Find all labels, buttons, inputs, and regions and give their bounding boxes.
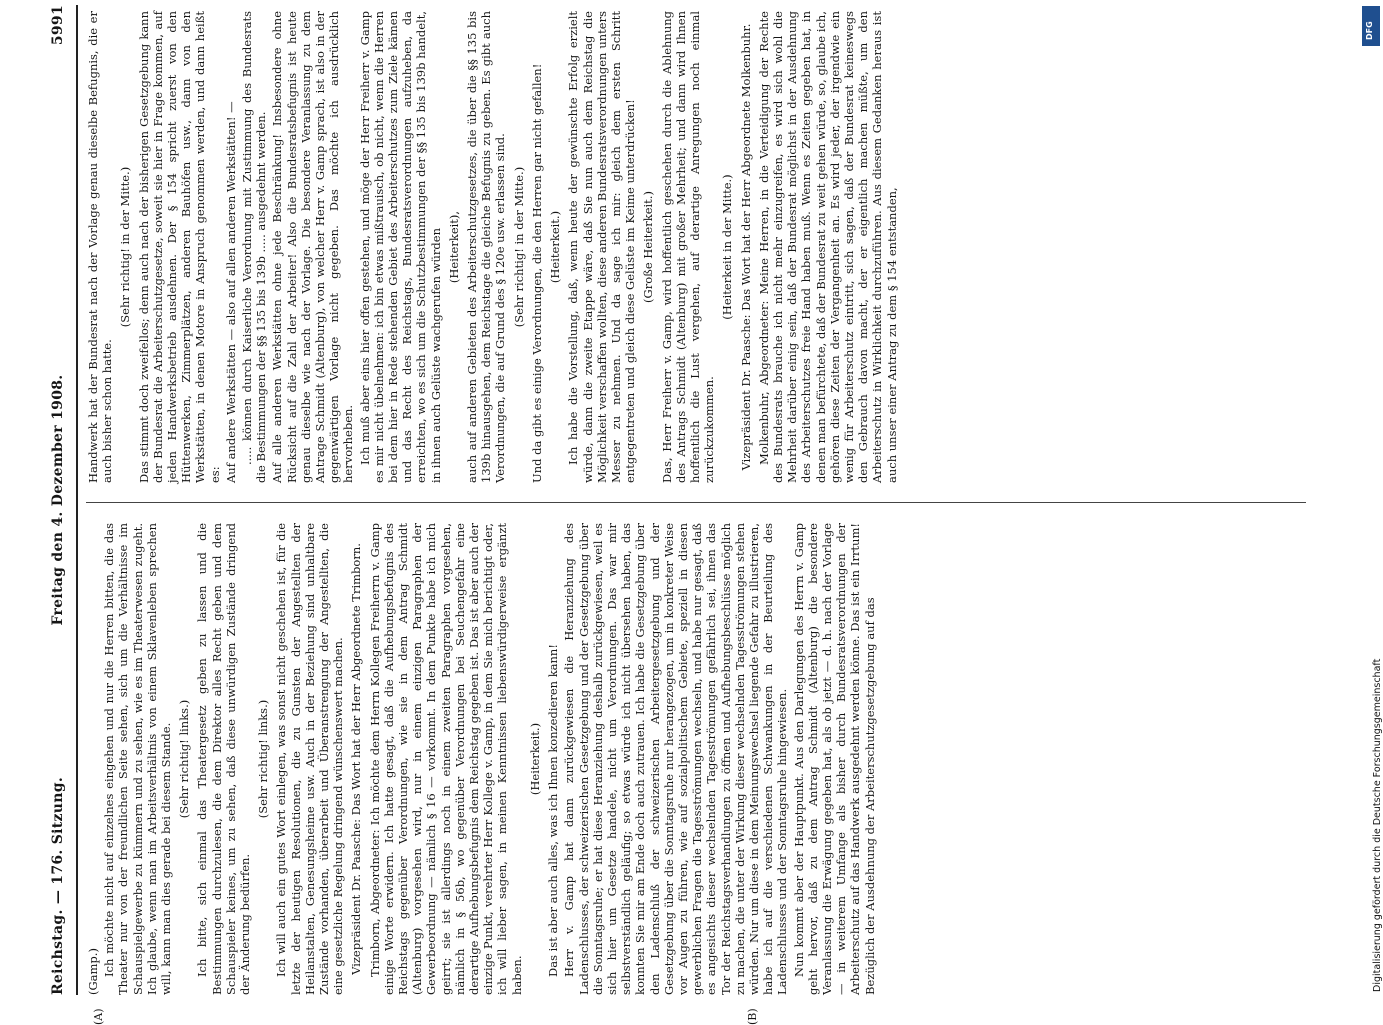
right-column-paragraph: Und da gibt es einige Verordnungen, die den Herren gar nicht gefallen! [529, 63, 544, 483]
right-column-paragraph: Vizepräsident Dr. Paasche: Das Wort hat der Herr Abgeordnete Molkenbuhr. [738, 23, 753, 471]
right-column [86, 11, 901, 483]
dfg-logo [1362, 6, 1380, 46]
right-column-paragraph: auch auf anderen Gebieten des Arbeiterschutzgesetzes, die über die §§ 135 bis 139b hinausgehen, dem Reichstage die gleiche Befugnis zu geben. Es gibt auch Verordnungen, die auf Grund des § 120e usw. erlassen sind. [465, 11, 508, 483]
right-column-paragraph: Auf alle anderen Werkstätten ohne jede Beschränkung! Insbesondere ohne Rücksicht auf die Zahl der Arbeiter! Also die Bundesratsbefugnis ist heute genau dieselbe wie nach der Vorlage. Die besondere Veranlassung zu dem Antrage Schmidt (Altenburg), von welcher Herr v. Gamp sprach, ist also in der gegenwärtigen Vorlage nicht gegeben. Das möchte ich ausdrücklich hervorheben. [270, 11, 356, 483]
margin-marker-a: (A) [92, 1008, 105, 1025]
right-column-paragraph: Das, Herr Freiherr v. Gamp, wird hoffentlich geschehen durch die Ablehnung des Antrags Schmidt (Altenburg) mit großer Mehrheit; und dann wird Ihnen hoffentlich die Lust vergehen, auf derartige Anregungen noch einmal zurückzukommen. [659, 11, 717, 483]
right-column-paragraph: (Große Heiterkeit.) [641, 191, 656, 303]
left-column-paragraph: Ich will auch ein gutes Wort einlegen, was sonst nicht geschehen ist, für die letzte der heutigen Resolutionen, die zu Gunsten der Angestellten der Heilanstalten, Genesungsheime usw. Auch in der Beziehung sind unhaltbare Zustände vorhanden, überarbeit und Überanstrengung der Angestellten, die eine gesetzliche Regelung dringend wünschenswert machen. [274, 523, 346, 995]
right-column-paragraph: (Heiterkeit in der Mitte.) [720, 174, 735, 320]
right-column-paragraph: (Sehr richtig! in der Mitte.) [511, 166, 526, 328]
right-column-paragraph: (Sehr richtig! in der Mitte.) [118, 166, 133, 328]
rotated-page [46, 5, 1316, 1025]
digitization-notice: Digitalisierung gefördert durch die Deutsche Forschungsgemeinschaft [1372, 658, 1383, 992]
column-separator [86, 502, 1306, 503]
left-column [86, 523, 879, 995]
margin-marker-b: (B) [746, 1008, 759, 1025]
left-column-paragraph: (Sehr richtig! links.) [177, 699, 192, 819]
right-column-paragraph: (Heiterkeit), [446, 210, 461, 284]
left-column-paragraph: (Gamp.) [86, 948, 100, 995]
left-column-paragraph: Ich möchte nicht auf einzelnes eingehen und nur die Herren bitten, die das Theater nur von der freundlichen Seite sehen, sich um die Verhältnisse im Schauspielgewerbe zu kümmern und zu sehen, wie es im Theaterwesen zugeht. Ich glaube, wenn man im Arbeitsverhältnis von einem Sklavenleben sprechen will, kann man dies gerade bei diesem Stande. [102, 523, 174, 995]
right-column-paragraph: Ich muß aber eins hier offen gestehen, und möge der Herr Freiherr v. Gamp es mir nicht übelnehmen: ich bin etwas mißtrauisch, ob nicht, wenn die Herren bei dem hier in Rede stehenden Gebiet des Arbeiterschutzes zum Ziele kämen und das Recht des Reichstags, Bundesratsverordnungen aufzuheben, da erreichten, wo es sich um die Schutzbestimmungen der §§ 135 bis 139b handelt, in ihnen auch Gelüste wachgerufen würden [357, 11, 443, 483]
left-column-paragraph: (Sehr richtig! links.) [256, 699, 271, 819]
page-number: 5991 [50, 5, 66, 46]
header-left: Reichstag. — 176. Sitzung. [50, 776, 66, 995]
right-column-paragraph: Handwerk hat der Bundesrat nach der Vorlage genau dieselbe Befugnis, die er auch bisher schon hatte. [86, 11, 115, 483]
left-column-paragraph: Trimborn, Abgeordneter: Ich möchte dem Herrn Kollegen Freiherrn v. Gamp einige Worte erwidern. Ich hatte gesagt, daß die Aufhebungsbefugnis des Reichstags gegenüber Verordnungen, wie sie in dem Antrag Schmidt (Altenburg) vorgesehen wird, nur in einem einzigen Paragraphen der Gewerbeordnung — nämlich § 16 — vorkommt. In dem Punkte habe ich mich geirrt; sie ist allerdings noch in einem zweiten Paragraphen vorgesehen, nämlich in § 56b, wo gegenüber Verordnungen bei Seuchengefahr eine derartige Aufhebungsbefugnis dem Reichstag gegeben ist. Das ist aber auch der einzige Punkt, verehrter Herr Kollege v. Gamp, in dem Sie mich berichtigt oder, ich will lieber sagen, in meinen Kenntnissen liebenswürdigerweise ergänzt haben. [367, 523, 524, 995]
right-column-paragraph: Das stimmt doch zweifellos; denn auch nach der bisherigen Gesetzgebung kann der Bundesrat die Arbeiterschutzgesetze, soweit sie hier in Frage kommen, auf jeden Handwerksbetrieb ausdehnen. Der § 154 spricht zuerst von den Hüttenwerken, Zimmerplätzen, anderen Bauhöfen usw., dann von den Werkstätten, in denen Motore in Anspruch genommen werden, und dann heißt es: [136, 11, 222, 483]
right-column-paragraph: (Heiterkeit.) [548, 210, 563, 284]
right-column-paragraph: Molkenbuhr, Abgeordneter: Meine Herren, in die Verteidigung der Rechte des Bundesrats brauche ich nicht mehr einzugreifen, es wird sich wohl die Mehrheit darüber einig sein, daß der Bundesrat möglichst in der Ausdehnung des Arbeiterschutzes freie Hand haben muß. Wenn es Zeiten gegeben hat, in denen man befürchtete, daß der Bundesrat zu weit gehen würde, so, glaube ich, gehören diese Zeiten der Vergangenheit an. Es wird jeder, der irgendwie ein wenig für Arbeiterschutz eintritt, sich sagen, daß der Bundesrat keineswegs den Gebrauch davon macht, der er eigentlich machen müßte, um den Arbeiterschutz in Wirklichkeit durchzuführen. Aus diesem Gedanken heraus ist auch unser einer Antrag zu dem § 154 entstanden, [756, 11, 899, 483]
left-column-paragraph: Vizepräsident Dr. Paasche: Das Wort hat der Herr Abgeordnete Trimborn. [349, 543, 364, 975]
left-column-paragraph: Herr v. Gamp hat dann zurückgewiesen die Heranziehung des Ladenschlusses, der schweizerischen Gesetzgebung und der Gesetzgebung über die Sonntagsruhe; er hat diese Heranziehung deshalb zurückgewiesen, weil es sich hier um Gesetze handele, nicht um Verordnungen. Das war mir selbstverständlich geläufig; so etwas würde ich nicht übersehen haben, das konnten Sie mir am Ende doch auch zutrauen. Ich habe die Gesetzgebung über den Ladenschluß der schweizerischen Arbeitergesetzgebung und der Gesetzgebung über die Sonntagsruhe nur herangezogen, um in konkreter Weise vor Augen zu führen, wie auf sozialpolitischem Gebiete, speziell in diesen gewerblichen Fragen die Tagesströmungen wechseln, und habe nur gesagt, daß es angesichts dieser wechselnden Tagesströmungen gefährlich sei, ihnen das Tor der Reichstagsverhandlungen zu öffnen und Aufhebungsbeschlüsse möglich zu machen, die unter der Wirkung dieser wechselnden Tagesströmungen stehen würden. Nur um diese in dem Meinungswechsel liegende Gefahr zu illustrieren, habe ich auf die verschiedenen Schwankungen in der Beurteilung des Ladenschlusses und der Sonntagsruhe hingewiesen. [562, 523, 790, 995]
left-column-paragraph: (Heiterkeit.) [527, 722, 542, 796]
right-column-paragraph: Ich habe die Vorstellung, daß, wenn heute der gewünschte Erfolg erzielt würde, dann die zweite Etappe wäre, daß Sie nun auch dem Reichstag die Möglichkeit verschaffen wollten, diese anderen Bundesratsverordnungen unters Messer zu nehmen. Und da sage ich mir: gleich dem ersten Schritt entgegentreten und gleich diese Gelüste im Keime unterdrücken! [566, 11, 638, 483]
header-rule [76, 5, 78, 995]
dfg-logo-text: DFG [1365, 21, 1374, 40]
header-date: Freitag den 4. Dezember 1908. [50, 374, 66, 626]
right-column-paragraph: ..... können durch Kaiserliche Verordnung mit Zustimmung des Bundesrats die Bestimmungen der §§ 135 bis 139b ..... ausgedehnt werden. [240, 11, 269, 483]
right-column-paragraph: Auf andere Werkstätten — also auf allen anderen Werkstätten! — [223, 101, 238, 483]
left-column-paragraph: Ich bitte, sich einmal das Theatergesetz geben zu lassen und die Bestimmungen durchzulesen, die dem Direktor alles Recht geben und dem Schauspieler keines, um zu sehen, daß diese unwürdigen Zustände dringend der Änderung bedürfen. [195, 523, 253, 995]
page-header [46, 5, 72, 995]
left-column-paragraph: Nun kommt aber der Hauptpunkt. Aus den Darlegungen des Herrn v. Gamp geht hervor, daß zu dem Antrag Schmidt (Altenburg) die besondere Veranlassung die Erwägung gegeben hat, als ob jetzt — d. h. nach der Vorlage — in weiterem Umfange als bisher durch Bundesratsverordnungen der Arbeiterschutz auf das Handwerk ausgedehnt werden könne. Das ist ein Irrtum! Bezüglich der Ausdehnung der Arbeiterschutzgesetzgebung auf das [791, 523, 877, 995]
left-column-paragraph: Das ist aber auch alles, was ich Ihnen konzedieren kann! [546, 644, 561, 977]
